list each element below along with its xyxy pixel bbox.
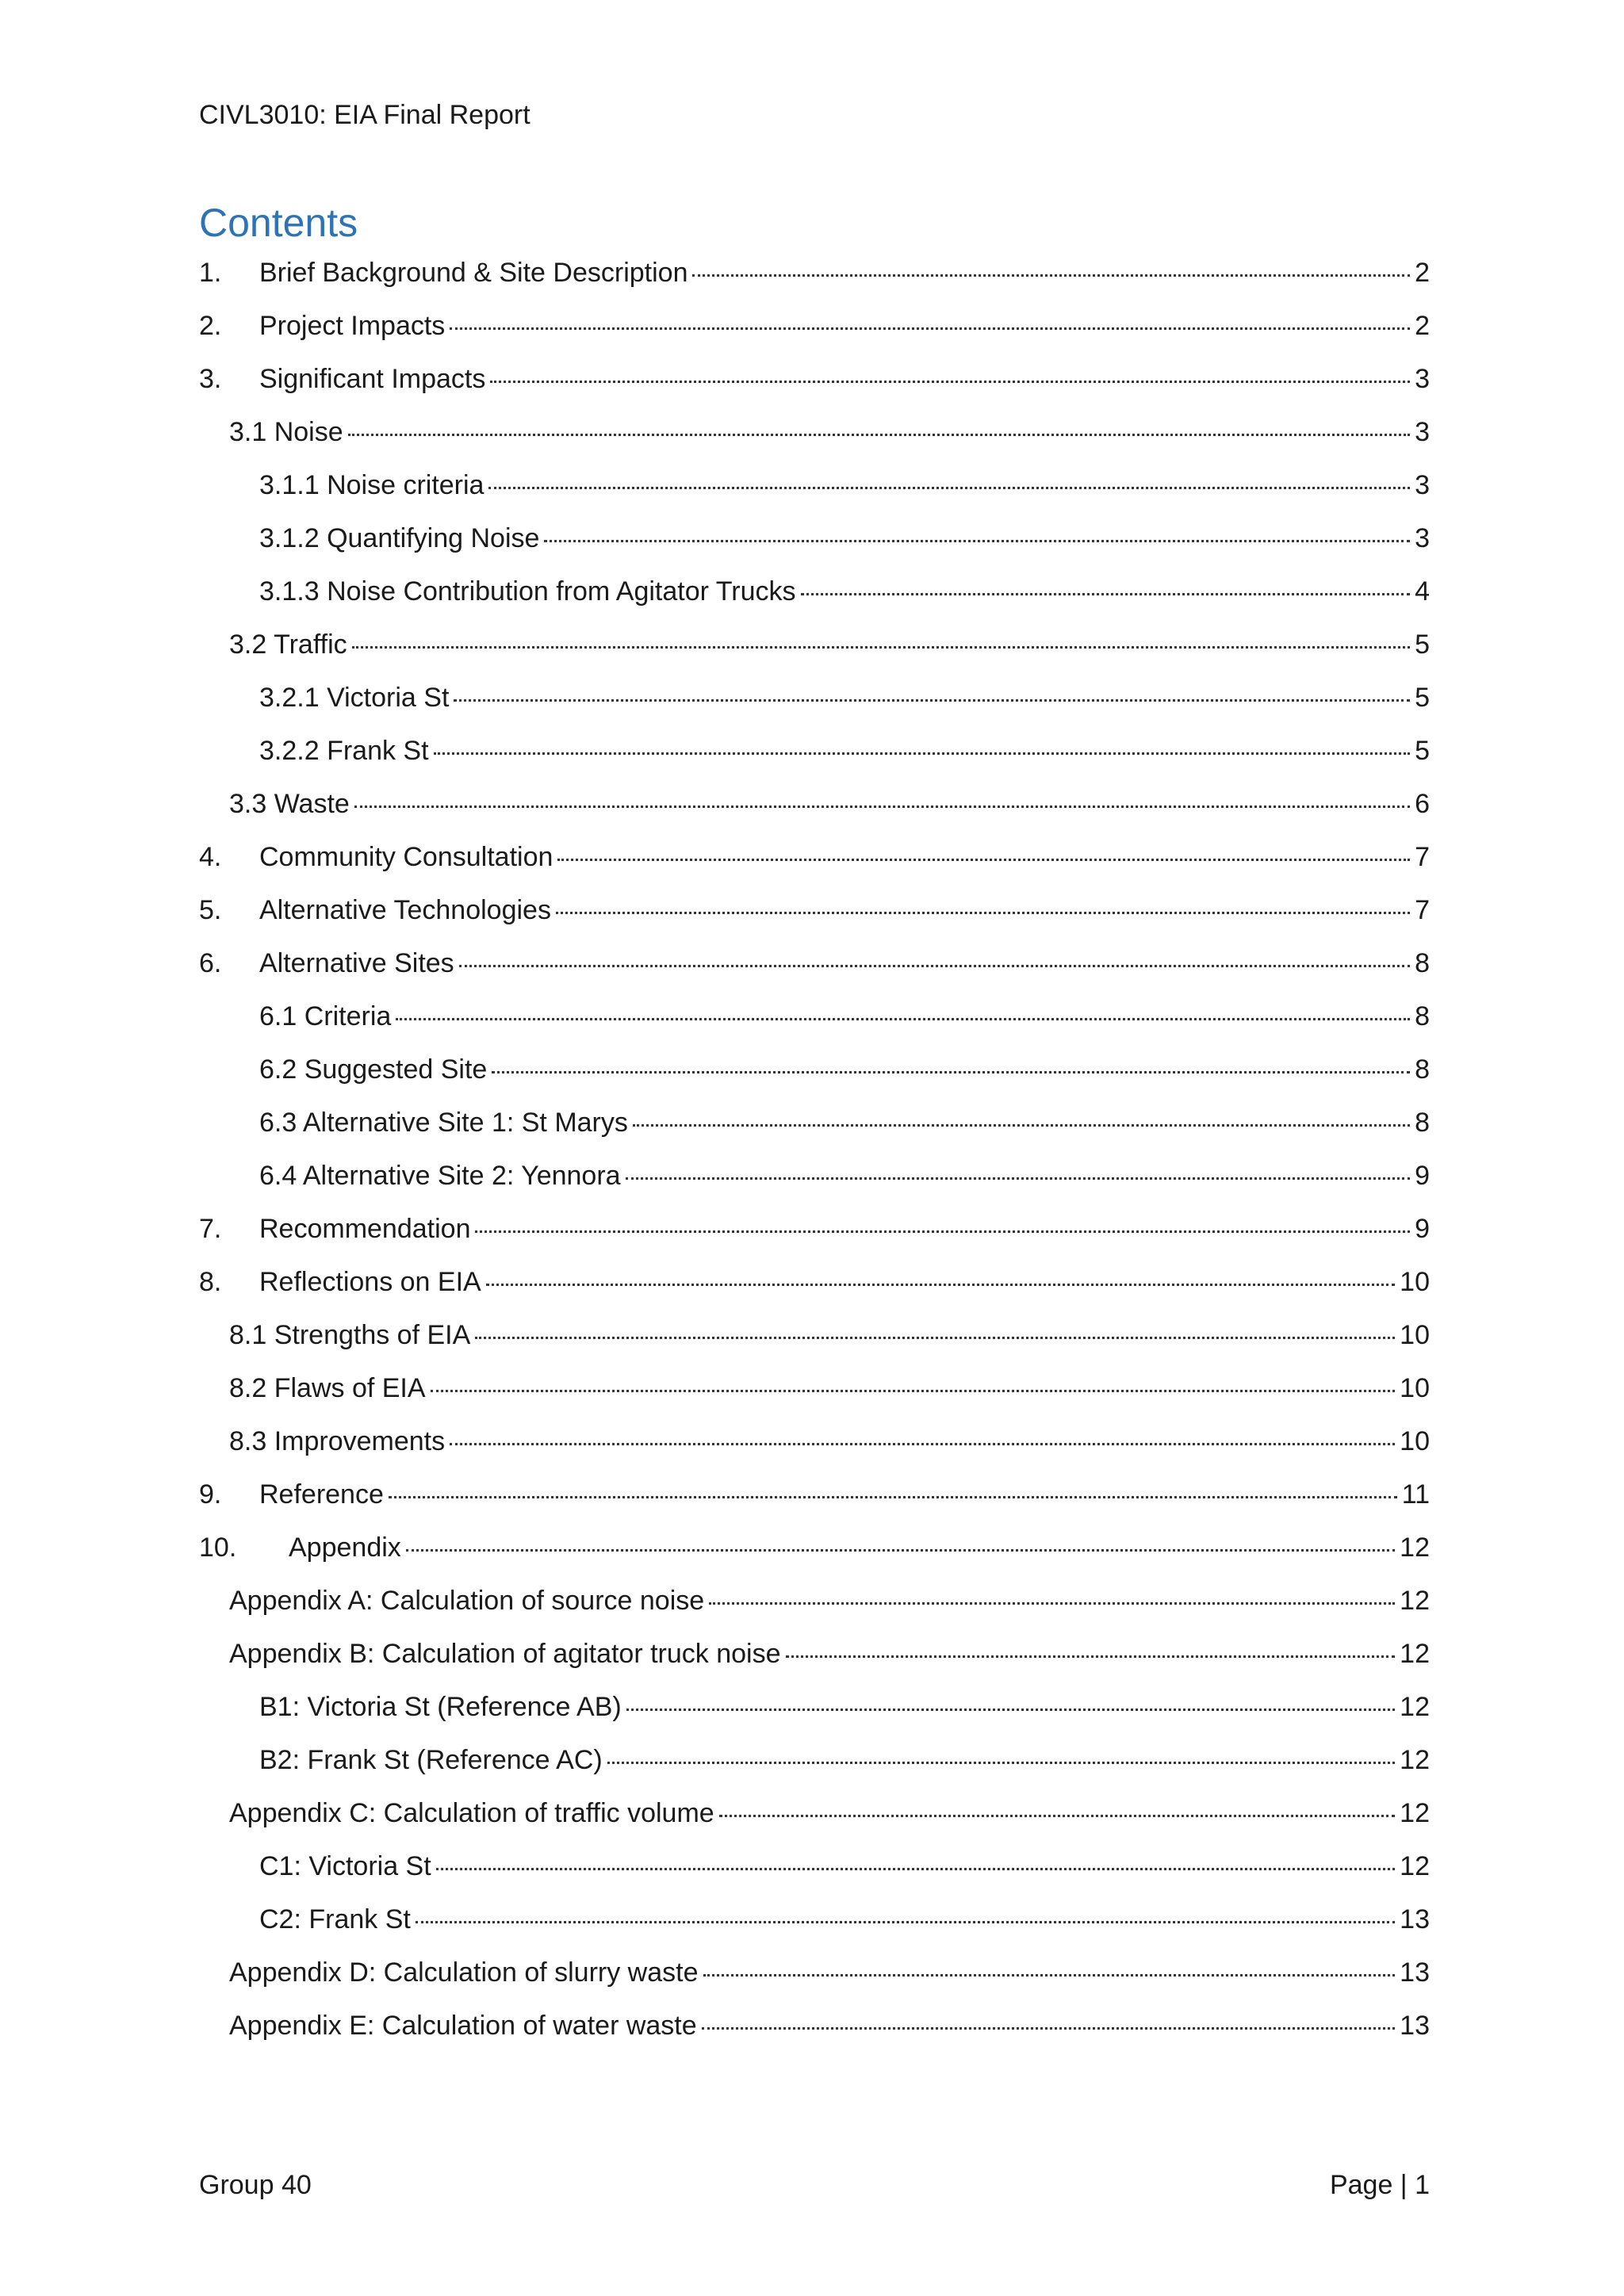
toc-entry-label: 3.1.3 Noise Contribution from Agitator Trucks [259, 576, 796, 607]
toc-entry[interactable] [199, 2007, 1430, 2061]
toc-entry-page: 8 [1415, 948, 1430, 978]
toc-entry-page: 12 [1400, 1586, 1430, 1616]
toc-entry-page: 11 [1401, 1479, 1430, 1510]
toc-entry[interactable] [199, 361, 1430, 414]
toc-entry-page: 13 [1400, 2011, 1430, 2041]
toc-entry[interactable] [199, 1636, 1430, 1689]
toc-entry-number: 7. [199, 1214, 222, 1244]
toc-dot-leader [556, 912, 1410, 914]
toc-entry-label: Appendix B: Calculation of agitator truck noise [229, 1639, 781, 1669]
toc-entry[interactable] [199, 733, 1430, 786]
toc-entry-label: 3.2.2 Frank St [259, 736, 429, 766]
toc-entry-label: Appendix E: Calculation of water waste [229, 2011, 697, 2041]
toc-entry[interactable] [199, 679, 1430, 733]
toc-entry-label: Appendix A: Calculation of source noise [229, 1586, 705, 1616]
toc-entry-page: 5 [1415, 629, 1430, 660]
toc-entry-label: Significant Impacts [259, 364, 486, 394]
toc-entry-label: 6.2 Suggested Site [259, 1054, 488, 1085]
toc-entry[interactable] [199, 467, 1430, 520]
toc-entry-page: 5 [1415, 683, 1430, 713]
toc-entry-label: B2: Frank St (Reference AC) [259, 1745, 603, 1775]
toc-dot-leader [801, 593, 1411, 595]
toc-entry[interactable] [199, 1104, 1430, 1158]
toc-entry-page: 4 [1415, 576, 1430, 607]
toc-dot-leader [434, 752, 1411, 755]
table-of-contents [199, 254, 1430, 2061]
toc-entry-page: 7 [1415, 842, 1430, 872]
toc-entry-page: 3 [1415, 470, 1430, 500]
toc-entry-page: 9 [1415, 1214, 1430, 1244]
toc-entry[interactable] [199, 786, 1430, 839]
toc-dot-leader [607, 1762, 1395, 1764]
toc-entry-label: 8.1 Strengths of EIA [229, 1320, 471, 1350]
toc-dot-leader [475, 1337, 1395, 1339]
toc-entry[interactable] [199, 892, 1430, 945]
toc-dot-leader [626, 1709, 1395, 1711]
toc-entry-page: 3 [1415, 417, 1430, 447]
toc-dot-leader [692, 274, 1410, 277]
toc-entry-label: Alternative Sites [259, 948, 454, 978]
toc-entry-page: 9 [1415, 1161, 1430, 1191]
toc-dot-leader [416, 1921, 1395, 1923]
toc-entry[interactable] [199, 308, 1430, 361]
toc-entry-label: Recommendation [259, 1214, 471, 1244]
toc-dot-leader [389, 1496, 1397, 1498]
toc-entry-number: 8. [199, 1267, 222, 1297]
toc-entry-number: 4. [199, 842, 222, 872]
toc-entry-number: 1. [199, 258, 222, 288]
toc-entry[interactable] [199, 1529, 1430, 1582]
toc-dot-leader [431, 1390, 1396, 1392]
toc-entry[interactable] [199, 573, 1430, 626]
toc-dot-leader [450, 327, 1410, 330]
toc-entry-label: 8.3 Improvements [229, 1426, 446, 1456]
toc-entry[interactable] [199, 1954, 1430, 2007]
running-header: CIVL3010: EIA Final Report [199, 100, 530, 130]
toc-entry-label: 3.1 Noise [229, 417, 343, 447]
toc-entry[interactable] [199, 520, 1430, 573]
toc-entry-page: 2 [1415, 311, 1430, 341]
toc-entry[interactable] [199, 1317, 1430, 1370]
toc-entry-label: Reflections on EIA [259, 1267, 481, 1297]
toc-entry[interactable] [199, 1370, 1430, 1423]
toc-entry-label: B1: Victoria St (Reference AB) [259, 1692, 622, 1722]
toc-entry[interactable] [199, 1848, 1430, 1901]
toc-entry[interactable] [199, 1689, 1430, 1742]
toc-entry-page: 8 [1415, 1054, 1430, 1085]
toc-entry-page: 10 [1400, 1320, 1430, 1350]
toc-entry[interactable] [199, 1582, 1430, 1636]
toc-entry-number: 5. [199, 895, 222, 925]
toc-entry-label: Appendix D: Calculation of slurry waste [229, 1957, 699, 1988]
toc-entry[interactable] [199, 1795, 1430, 1848]
contents-heading: Contents [199, 201, 358, 245]
toc-entry-label: Appendix C: Calculation of traffic volume [229, 1798, 714, 1828]
toc-dot-leader [459, 965, 1410, 967]
toc-entry-label: Project Impacts [259, 311, 446, 341]
toc-dot-leader [488, 487, 1410, 489]
toc-entry[interactable] [199, 254, 1430, 308]
toc-entry[interactable] [199, 945, 1430, 998]
toc-entry-label: 3.3 Waste [229, 789, 350, 819]
toc-entry-page: 8 [1415, 1108, 1430, 1138]
toc-dot-leader [709, 1602, 1395, 1605]
toc-entry-page: 5 [1415, 736, 1430, 766]
toc-entry-label: 8.2 Flaws of EIA [229, 1373, 426, 1403]
toc-entry-page: 10 [1400, 1373, 1430, 1403]
toc-dot-leader [352, 646, 1410, 649]
toc-entry-label: C1: Victoria St [259, 1851, 431, 1881]
toc-entry[interactable] [199, 1423, 1430, 1476]
toc-dot-leader [396, 1018, 1410, 1020]
toc-entry[interactable] [199, 626, 1430, 679]
toc-entry-label: Appendix [289, 1533, 401, 1563]
toc-entry-label: Alternative Technologies [259, 895, 551, 925]
toc-entry-label: 3.1.2 Quantifying Noise [259, 523, 540, 553]
toc-entry-number: 6. [199, 948, 222, 978]
toc-dot-leader [486, 1284, 1395, 1286]
toc-dot-leader [702, 2027, 1396, 2030]
toc-entry-number: 9. [199, 1479, 222, 1510]
toc-entry[interactable] [199, 998, 1430, 1051]
toc-entry-label: 6.4 Alternative Site 2: Yennora [259, 1161, 621, 1191]
toc-entry[interactable] [199, 1901, 1430, 1954]
toc-dot-leader [490, 381, 1410, 383]
toc-dot-leader [719, 1815, 1395, 1817]
toc-dot-leader [703, 1974, 1396, 1976]
toc-entry-page: 10 [1400, 1426, 1430, 1456]
toc-entry-page: 12 [1400, 1798, 1430, 1828]
toc-entry-label: Brief Background & Site Description [259, 258, 688, 288]
toc-entry-page: 13 [1400, 1957, 1430, 1988]
toc-entry-label: Community Consultation [259, 842, 553, 872]
toc-entry-label: 6.3 Alternative Site 1: St Marys [259, 1108, 628, 1138]
toc-entry-label: 3.2.1 Victoria St [259, 683, 450, 713]
toc-entry-page: 2 [1415, 258, 1430, 288]
toc-dot-leader [492, 1071, 1410, 1073]
toc-entry[interactable] [199, 1211, 1430, 1264]
toc-entry[interactable] [199, 1476, 1430, 1529]
toc-entry-page: 12 [1400, 1639, 1430, 1669]
toc-dot-leader [544, 540, 1410, 542]
toc-entry[interactable] [199, 1051, 1430, 1104]
toc-entry-page: 3 [1415, 364, 1430, 394]
toc-entry-number: 10. [199, 1533, 237, 1563]
toc-entry-number: 3. [199, 364, 222, 394]
toc-entry-page: 3 [1415, 523, 1430, 553]
toc-entry[interactable] [199, 414, 1430, 467]
toc-dot-leader [436, 1868, 1395, 1870]
toc-dot-leader [475, 1230, 1410, 1233]
toc-entry-label: C2: Frank St [259, 1904, 411, 1934]
toc-entry-page: 10 [1400, 1267, 1430, 1297]
footer-page-number: Page | 1 [1329, 2170, 1430, 2200]
footer-group: Group 40 [199, 2170, 312, 2200]
toc-dot-leader [450, 1443, 1395, 1445]
toc-entry-label: 3.2 Traffic [229, 629, 347, 660]
toc-entry[interactable] [199, 1264, 1430, 1317]
toc-dot-leader [557, 859, 1410, 861]
toc-dot-leader [626, 1177, 1411, 1180]
toc-dot-leader [786, 1655, 1396, 1658]
toc-dot-leader [406, 1549, 1395, 1552]
toc-entry-page: 13 [1400, 1904, 1430, 1934]
toc-entry[interactable] [199, 1158, 1430, 1211]
toc-entry-page: 7 [1415, 895, 1430, 925]
toc-entry[interactable] [199, 839, 1430, 892]
toc-entry-page: 8 [1415, 1001, 1430, 1031]
toc-entry-label: 3.1.1 Noise criteria [259, 470, 485, 500]
toc-entry[interactable] [199, 1742, 1430, 1795]
toc-dot-leader [348, 434, 1410, 436]
toc-entry-page: 12 [1400, 1533, 1430, 1563]
toc-dot-leader [454, 699, 1410, 702]
toc-entry-label: 6.1 Criteria [259, 1001, 392, 1031]
toc-entry-label: Reference [259, 1479, 384, 1510]
toc-entry-number: 2. [199, 311, 222, 341]
toc-entry-page: 12 [1400, 1745, 1430, 1775]
toc-entry-page: 12 [1400, 1692, 1430, 1722]
toc-entry-page: 12 [1400, 1851, 1430, 1881]
toc-entry-page: 6 [1415, 789, 1430, 819]
toc-dot-leader [354, 806, 1410, 808]
toc-dot-leader [633, 1124, 1410, 1127]
